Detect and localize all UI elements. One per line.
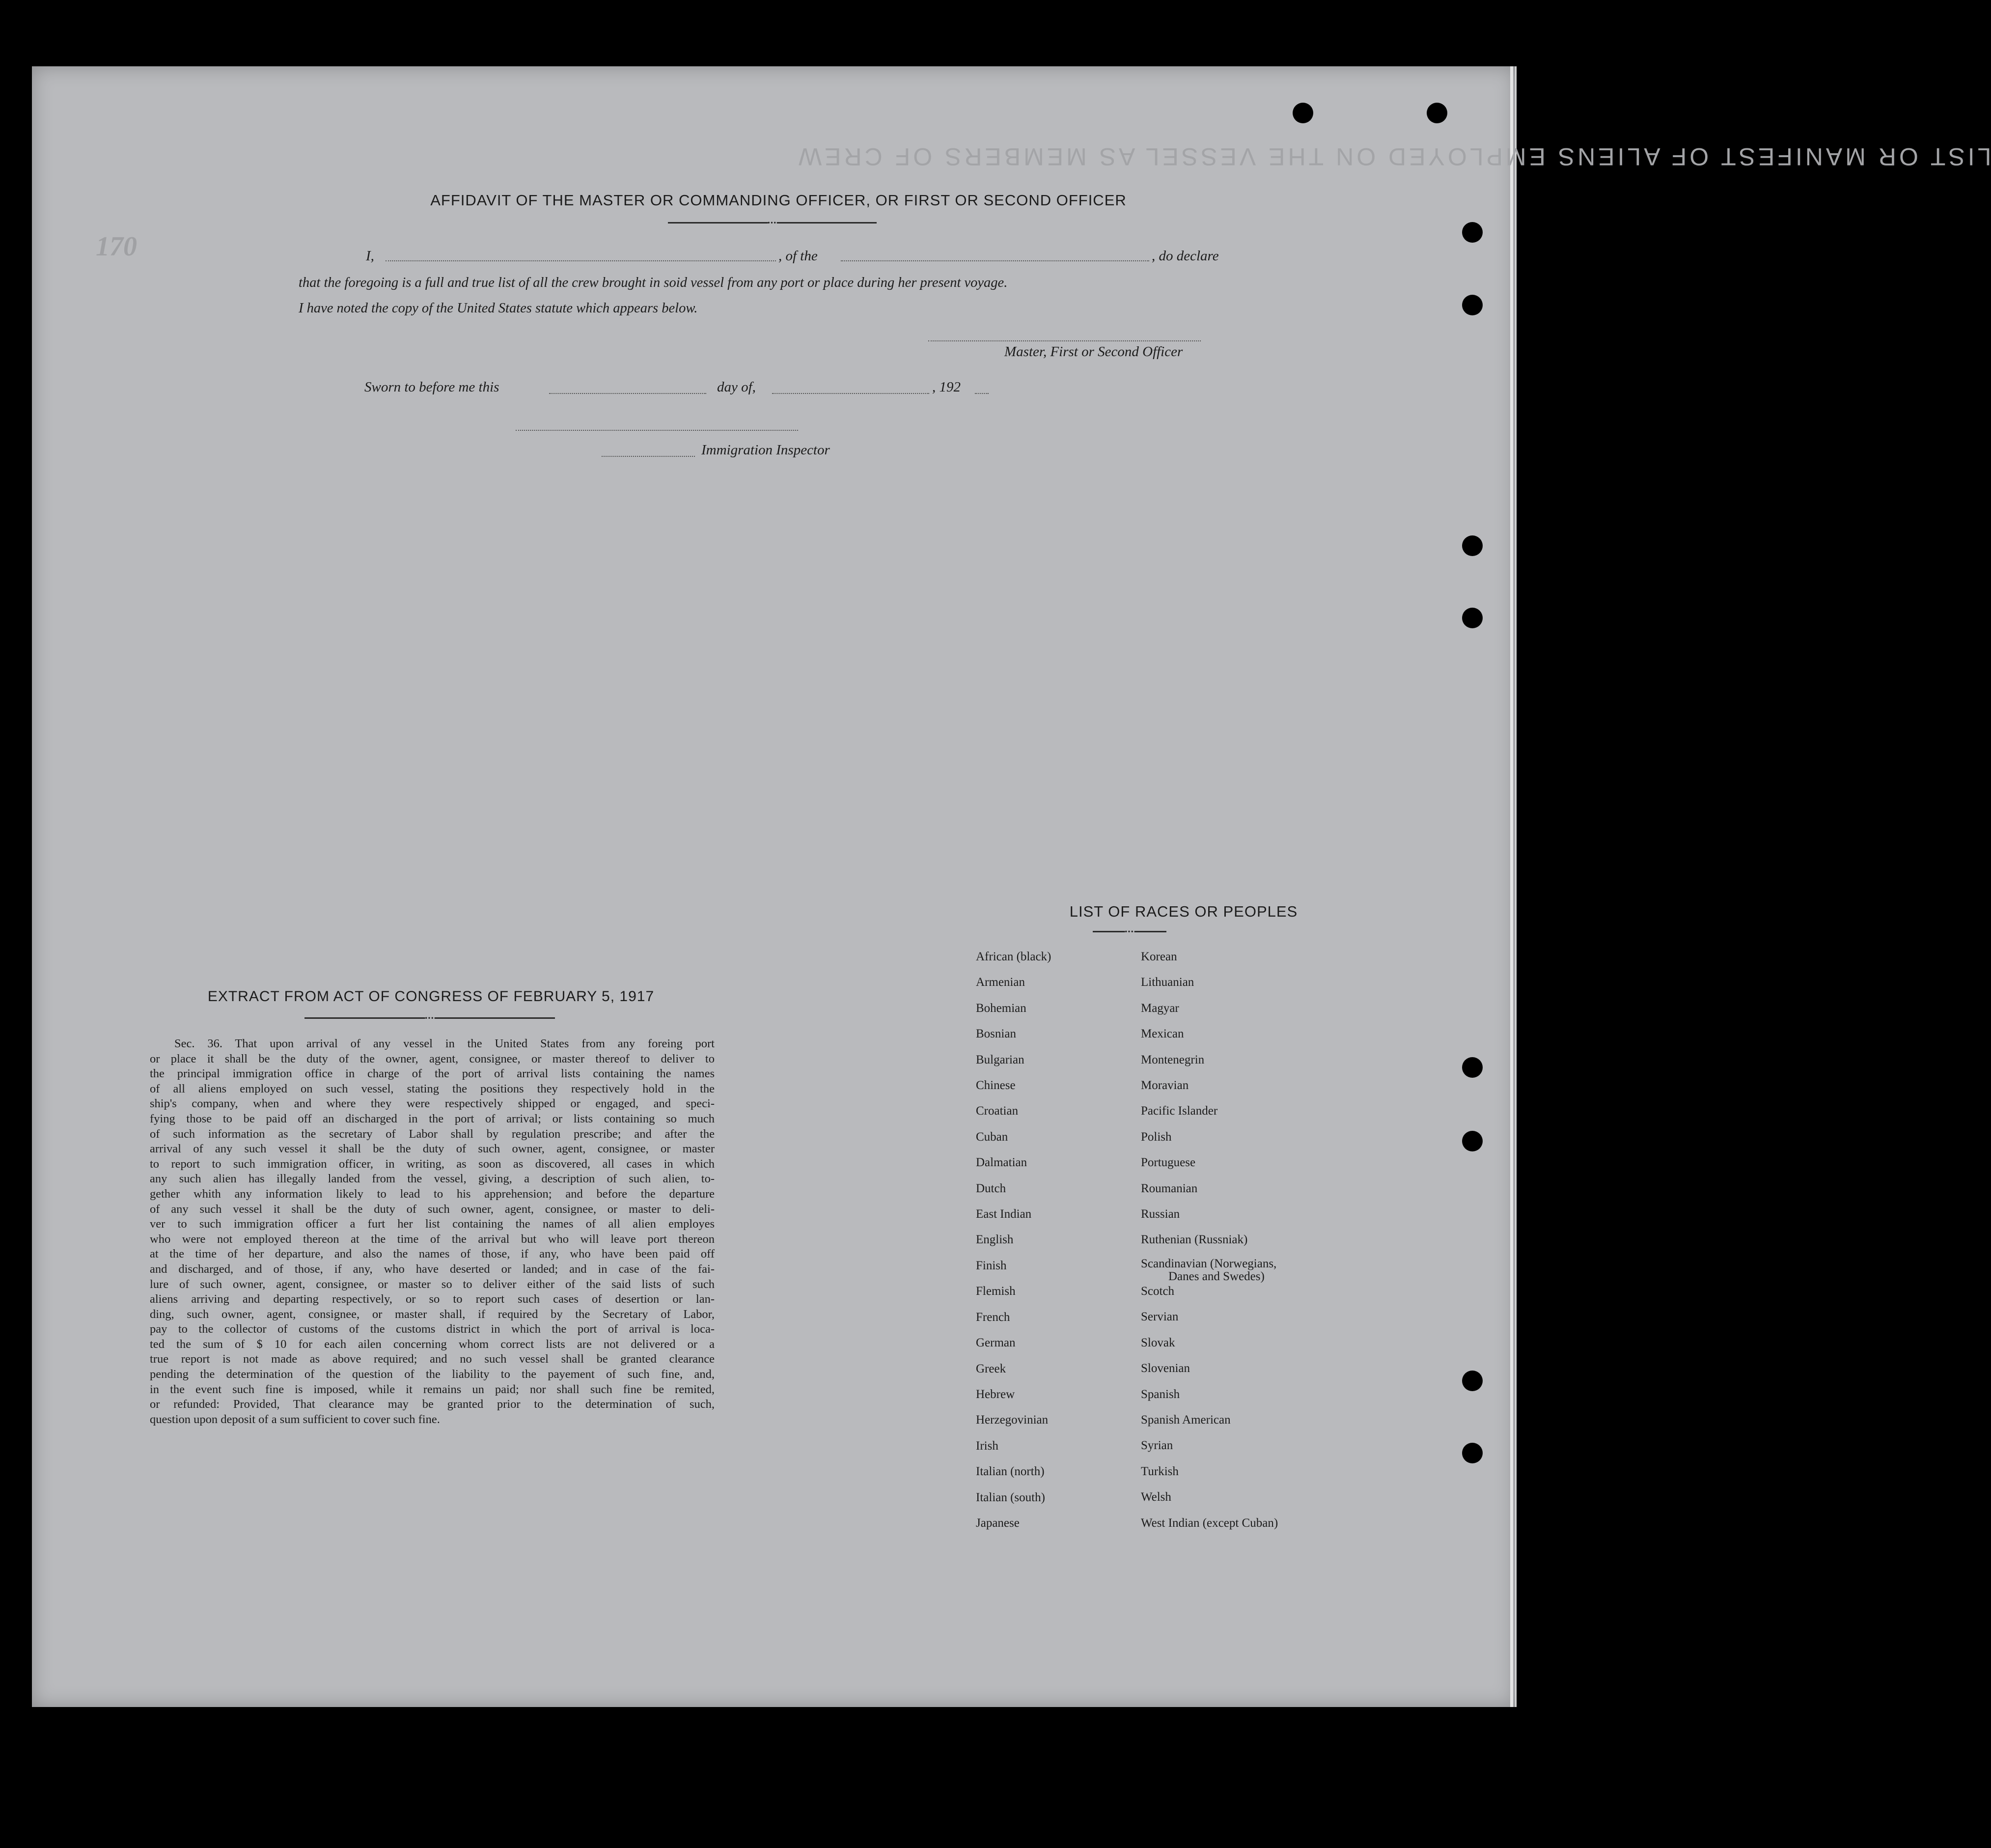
affidavit-title-rule: ••• bbox=[668, 222, 877, 224]
race-item: Spanish American bbox=[1141, 1413, 1231, 1427]
race-item: Greek bbox=[976, 1362, 1006, 1375]
extract-title-rule: ••• bbox=[304, 1017, 555, 1019]
affidavit-i-label: I, bbox=[366, 248, 374, 264]
race-item: Japanese bbox=[976, 1516, 1020, 1530]
inspector-name-field[interactable] bbox=[602, 456, 695, 457]
races-column-1 bbox=[976, 944, 1051, 1536]
race-item: Bosnian bbox=[976, 1027, 1016, 1041]
race-item: Montenegrin bbox=[1141, 1053, 1205, 1066]
race-item: Cuban bbox=[976, 1130, 1008, 1144]
section-36-text bbox=[150, 1036, 715, 1427]
race-item: African (black) bbox=[976, 950, 1051, 963]
race-item: Welsh bbox=[1141, 1490, 1171, 1504]
race-item: Bulgarian bbox=[976, 1053, 1024, 1066]
race-item: Servian bbox=[1141, 1310, 1179, 1324]
race-item: Moravian bbox=[1141, 1079, 1189, 1092]
race-item: English bbox=[976, 1233, 1014, 1247]
section-text-line: question upon deposit of a sum sufficient to cover such fine. bbox=[150, 1412, 440, 1426]
section-text-line: true report is not made as above required; and no such vessel shall be granted clearance bbox=[150, 1352, 715, 1366]
section-text-line: fying those to be paid off an discharged in the port of arrival; or lists containing so much bbox=[150, 1112, 715, 1125]
race-item: Polish bbox=[1141, 1130, 1172, 1144]
page-edge bbox=[1510, 66, 1513, 1707]
race-item: Slovak bbox=[1141, 1336, 1175, 1349]
race-item: Portuguese bbox=[1141, 1156, 1196, 1170]
race-item: Danes and Swedes) bbox=[1168, 1269, 1265, 1283]
punch-hole bbox=[1462, 608, 1483, 628]
bleed-through-page-mark: 170 bbox=[96, 231, 137, 262]
punch-hole bbox=[1462, 222, 1483, 243]
section-text-line: any such alien has illegally landed from the vessel, giving, a description of such alien, to- bbox=[150, 1172, 715, 1186]
race-item: Spanish bbox=[1141, 1387, 1180, 1401]
section-text-line: the principal immigration office in charge of the port of arrival lists containing the names bbox=[150, 1067, 715, 1081]
race-item: Flemish bbox=[976, 1285, 1016, 1298]
section-text-line: ted the sum of $ 10 for each ailen concerning whom correct lists are not delivered or a bbox=[150, 1337, 715, 1351]
race-item: Lithuanian bbox=[1141, 976, 1194, 989]
master-signature-label: Master, First or Second Officer bbox=[1004, 344, 1183, 360]
race-item: West Indian (except Cuban) bbox=[1141, 1516, 1278, 1530]
race-item: Russian bbox=[1141, 1207, 1180, 1221]
race-item: Armenian bbox=[976, 976, 1025, 989]
race-item: Dutch bbox=[976, 1181, 1006, 1195]
race-item: Italian (south) bbox=[976, 1490, 1045, 1504]
section-text-line: ship's company, when and where they were respectively shipped or engaged, and speci- bbox=[150, 1097, 715, 1111]
section-text-line: gether whith any information likely to lead to his apprehension; and before the departure bbox=[150, 1187, 715, 1201]
section-text-line: aliens arriving and departing respectively, or so to report such cases of desertion or lan- bbox=[150, 1292, 715, 1306]
sworn-year-field[interactable] bbox=[975, 393, 989, 394]
day-of-label: day of, bbox=[717, 379, 756, 395]
punch-hole bbox=[1462, 1131, 1483, 1151]
section-text-line: or place it shall be the duty of the owner, agent, consignee, or master thereof to deliver to bbox=[150, 1052, 715, 1065]
affidavit-of-the-label: , of the bbox=[778, 248, 818, 264]
punch-hole bbox=[1293, 103, 1313, 123]
race-item: Slovenian bbox=[1141, 1362, 1190, 1375]
section-text-line: ding, such owner, agent, consignee, or master shall, if required by the Secretary of Labor, bbox=[150, 1307, 715, 1321]
race-item: Italian (north) bbox=[976, 1465, 1045, 1479]
race-item: Mexican bbox=[1141, 1027, 1184, 1041]
punch-hole bbox=[1462, 535, 1483, 556]
section-text-line: of all aliens employed on such vessel, stating the positions they respectively hold in the bbox=[150, 1082, 715, 1095]
race-item: Roumanian bbox=[1141, 1181, 1198, 1195]
race-item: Croatian bbox=[976, 1104, 1019, 1118]
sworn-day-field[interactable] bbox=[549, 393, 706, 394]
inspector-signature-field[interactable] bbox=[516, 430, 798, 431]
race-item: German bbox=[976, 1336, 1016, 1350]
sworn-month-field[interactable] bbox=[772, 393, 929, 394]
section-text-line: or refunded: Provided, That clearance may be granted prior to the determination of such, bbox=[150, 1398, 715, 1411]
punch-hole bbox=[1427, 103, 1447, 123]
race-item: Finish bbox=[976, 1259, 1007, 1272]
affidavit-statement: that the foregoing is a full and true list of all the crew brought in soid vessel from any port or place during her present voyage. bbox=[299, 275, 1008, 290]
section-text-line: pay to the collector of customs of the customs district in which the port of arrival is loca- bbox=[150, 1322, 715, 1336]
section-text-line: Sec. 36. That upon arrival of any vessel in the United States from any foreing port bbox=[174, 1037, 715, 1050]
punch-hole bbox=[1462, 1057, 1483, 1078]
races-column-2 bbox=[1141, 944, 1278, 1536]
inspector-label: Immigration Inspector bbox=[701, 442, 830, 458]
section-text-line: in the event such fine is imposed, while it remains un paid; nor shall such fine be remited, bbox=[150, 1382, 715, 1396]
punch-hole bbox=[1462, 295, 1483, 315]
race-item: French bbox=[976, 1310, 1010, 1324]
punch-hole bbox=[1462, 1443, 1483, 1463]
race-item: East Indian bbox=[976, 1207, 1032, 1221]
section-text-line: to report to such immigration officer, in writing, as soon as discovered, all cases in which bbox=[150, 1157, 715, 1171]
race-item: Pacific Islander bbox=[1141, 1104, 1218, 1118]
master-signature-field[interactable] bbox=[928, 340, 1201, 341]
master-name-field[interactable] bbox=[386, 260, 776, 261]
document-page bbox=[32, 66, 1517, 1707]
race-item: Chinese bbox=[976, 1079, 1016, 1092]
extract-title: EXTRACT FROM ACT OF CONGRESS OF FEBRUARY 5, 1917 bbox=[207, 988, 655, 1005]
race-item: Dalmatian bbox=[976, 1156, 1027, 1170]
section-text-line: pending the determination of the question of the liability to the payement of such fine, and, bbox=[150, 1368, 715, 1381]
section-text-line: of any such vessel it shall be the duty of such owner, agent, consignee, or master to deli- bbox=[150, 1202, 715, 1216]
race-item: Magyar bbox=[1141, 1001, 1179, 1015]
race-item: Bohemian bbox=[976, 1001, 1026, 1015]
race-item: Ruthenian (Russniak) bbox=[1141, 1233, 1248, 1247]
race-item: Turkish bbox=[1141, 1464, 1179, 1478]
race-item: Herzegovinian bbox=[976, 1413, 1049, 1427]
race-item: Scotch bbox=[1141, 1284, 1175, 1298]
affidavit-title: AFFIDAVIT OF THE MASTER OR COMMANDING OFFICER, OR FIRST OR SECOND OFFICER bbox=[430, 192, 1127, 209]
sworn-label: Sworn to before me this bbox=[364, 379, 499, 395]
race-item: Irish bbox=[976, 1439, 998, 1453]
section-text-line: who were not employed thereon at the time of the arrival but who will leave port thereon bbox=[150, 1232, 715, 1246]
race-item: Hebrew bbox=[976, 1387, 1015, 1401]
section-text-line: arrival of any such vessel it shall be the duty of such owner, agent, consignee, or master bbox=[150, 1142, 715, 1156]
section-text-line: ver to such immigration officer a furt her list containing the names of all alien employes bbox=[150, 1217, 715, 1231]
race-item: Scandinavian (Norwegians, bbox=[1141, 1257, 1277, 1270]
race-item: Korean bbox=[1141, 950, 1177, 963]
punch-hole bbox=[1462, 1371, 1483, 1391]
section-text-line: and discharged, and of those, if any, who have deserted or landed; and in case of the fai- bbox=[150, 1262, 715, 1276]
race-item: Syrian bbox=[1141, 1439, 1173, 1453]
section-text-line: at the time of her departure, and also the names of those, if any, who have been paid off bbox=[150, 1247, 715, 1261]
affidavit-statute-note: I have noted the copy of the United States statute which appears below. bbox=[299, 301, 698, 316]
vessel-name-field[interactable] bbox=[841, 260, 1149, 261]
affidavit-declare-label: , do declare bbox=[1152, 248, 1219, 264]
section-text-line: of such information as the secretary of Labor shall by regulation prescribe; and after the bbox=[150, 1127, 715, 1141]
year-label: , 192 bbox=[932, 379, 961, 395]
bleed-through-title: LIST OR MANIFEST OF ALIENS EMPLOYED ON THE VESSEL AS MEMBERS OF CREW bbox=[796, 143, 1991, 170]
races-title: LIST OF RACES OR PEOPLES bbox=[1069, 903, 1298, 920]
races-title-rule: ••• bbox=[1093, 931, 1166, 932]
section-text-line: lure of such owner, agent, consignee, or master so to deliver either of the said lists of such bbox=[150, 1277, 715, 1291]
